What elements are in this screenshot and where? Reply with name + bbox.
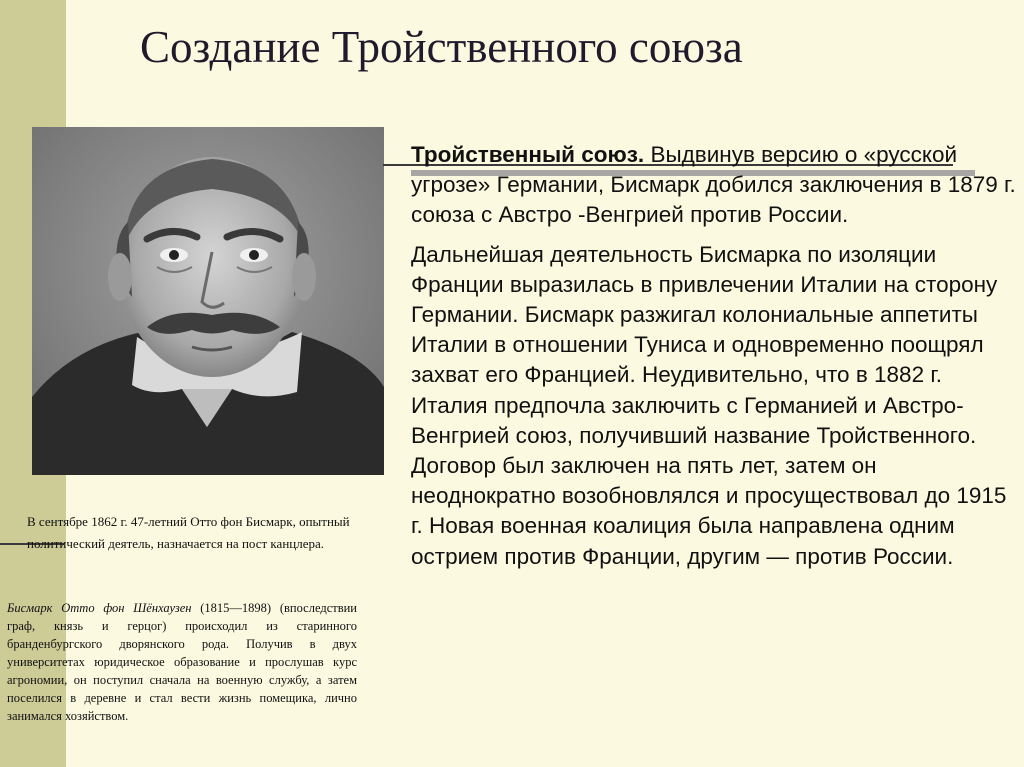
- main-text: [411, 140, 1023, 572]
- bio-text: [7, 599, 357, 725]
- lead-term: Тройственный союз.: [411, 142, 645, 167]
- slide-title: Создание Тройственного союза: [140, 22, 743, 72]
- portrait-caption: В сентябре 1862 г. 47-летний Отто фон Бисмарк, опытный политический деятель, назначается на пост канцлера.: [27, 514, 350, 551]
- portrait-image: [32, 127, 384, 475]
- bio-body: (1815—1898) (впоследствии граф, князь и герцог) происходил из старинного бранденбургского дворянского рода. Получив в двух университетах юридическое образование и прослушав курс агрономии, он поступил сначала на военную службу, а затем поселился в деревне и стал вести жизнь помещика, лично занимался хозяйством.: [7, 601, 357, 723]
- paragraph-2: Дальнейшая деятельность Бисмарка по изоляции Франции выразилась в привлечении Италии на сторону Германии. Бисмарк разжигал колониальные аппетиты Италии в отношении Туниса и одновременно поощрял захват его Францией. Неудивительно, что в 1882 г. Италия предпочла заключить с Германией и Австро-Венгрией союз, получивший название Тройственного. Договор был заключен на пять лет, затем он неоднократно возобновлялся и просуществовал до 1915 г. Новая военная коалиция была направлена одним острием против Франции, другим — против России.: [411, 241, 1007, 569]
- paragraph-1-body: Выдвинув версию о «русской угрозе» Германии, Бисмарк добился заключения в 1879 г. союза с Австро -Венгрией против России.: [411, 142, 1016, 228]
- paragraph-1: [411, 140, 1023, 231]
- bio-name: Бисмарк Отто фон Шёнхаузен: [7, 601, 192, 615]
